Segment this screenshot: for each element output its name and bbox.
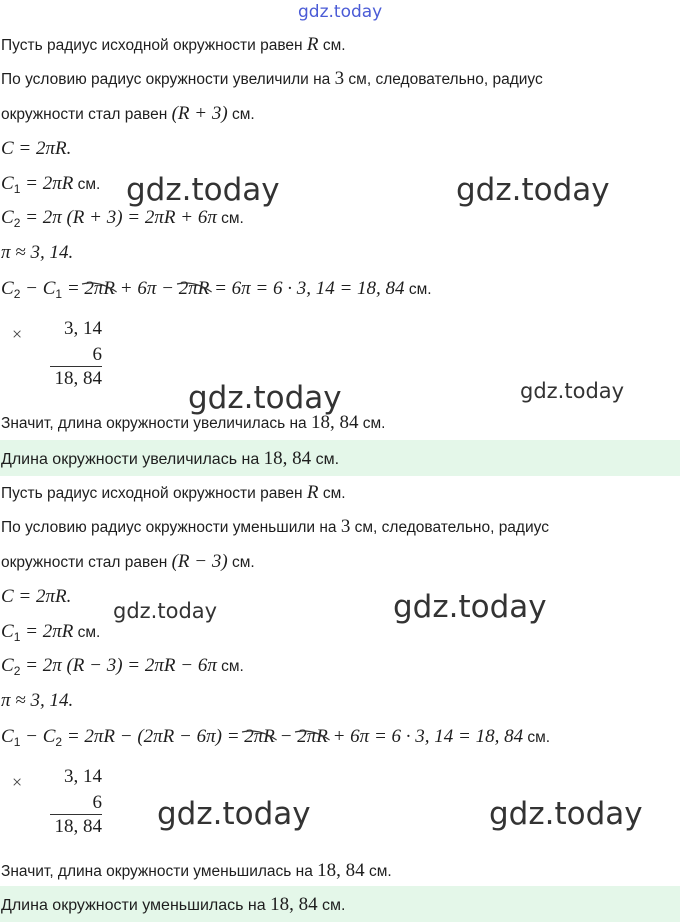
formula-line: $C_1 = 2\pi R$ см. xyxy=(1,621,101,644)
watermark: gdz.today xyxy=(489,796,643,832)
text-line: окружности стал равен (R − 3) см. xyxy=(1,551,255,572)
factor-b: 6 xyxy=(92,792,102,813)
struck-term: 2πR xyxy=(244,726,275,747)
watermark: gdz.today xyxy=(113,599,218,623)
watermark: gdz.today xyxy=(126,172,280,208)
watermark: gdz.today xyxy=(393,589,547,625)
watermark: gdz.today xyxy=(520,379,625,403)
text-line: По условию радиус окружности уменьшили на 3 см, следовательно, радиус xyxy=(1,516,549,537)
product: 18, 84 xyxy=(54,816,102,837)
formula-line: C = 2πR. xyxy=(1,586,72,607)
column-multiplication xyxy=(0,318,120,388)
formula-line: $C_2 = 2\pi$ (R + 3) = 2πR + 6π см. xyxy=(1,207,244,230)
text-line: окружности стал равен (R + 3) см. xyxy=(1,103,255,124)
formula-line: π ≈ 3, 14. xyxy=(1,242,74,263)
conclusion: Значит, длина окружности уменьшилась на 18, 84 см. xyxy=(1,860,392,881)
factor-b: 6 xyxy=(92,344,102,365)
times-sign: × xyxy=(12,772,23,792)
watermark: gdz.today xyxy=(188,380,342,416)
column-multiplication xyxy=(0,766,120,836)
conclusion: Значит, длина окружности увеличилась на 18, 84 см. xyxy=(1,412,386,433)
answer-text: Длина окружности увеличилась на 18, 84 см. xyxy=(1,448,340,469)
strike-mark xyxy=(295,728,330,744)
watermark-top: gdz.today xyxy=(298,2,383,22)
strike-mark xyxy=(242,728,277,744)
result-line xyxy=(50,366,102,367)
formula-line: $C_1 = 2\pi R$ см. xyxy=(1,173,101,196)
text-line: Пусть радиус исходной окружности равен R см. xyxy=(1,34,346,55)
strike-mark xyxy=(82,280,117,296)
struck-term: 2πR xyxy=(84,278,116,299)
factor-a: 3, 14 xyxy=(64,318,102,339)
struck-term: 2πR xyxy=(297,726,328,747)
formula-line: $C_2 - C_1 = 2\pi R$ + 6π − 2πR = 6π = 6 · 3, 14 = 18, 84 см. xyxy=(1,278,432,301)
times-sign: × xyxy=(12,324,23,344)
answer-text: Длина окружности уменьшилась на 18, 84 см. xyxy=(1,894,346,915)
text-line: Пусть радиус исходной окружности равен R см. xyxy=(1,482,346,503)
watermark: gdz.today xyxy=(157,796,311,832)
formula-line: $C_2 = 2\pi$ (R − 3) = 2πR − 6π см. xyxy=(1,655,244,678)
watermark: gdz.today xyxy=(456,172,610,208)
formula-line: C = 2πR. xyxy=(1,138,72,159)
answer-box xyxy=(0,886,680,922)
formula-line: $C_1 - C_2 = 2\pi R - (2\pi R - 6\pi) = 2\pi R$ − 2πR + 6π = 6 · 3, 14 = 18, 84 см. xyxy=(1,726,551,749)
answer-box xyxy=(0,440,680,476)
formula-line: π ≈ 3, 14. xyxy=(1,690,74,711)
factor-a: 3, 14 xyxy=(64,766,102,787)
result-line xyxy=(50,814,102,815)
product: 18, 84 xyxy=(54,368,102,389)
text-line: По условию радиус окружности увеличили на 3 см, следовательно, радиус xyxy=(1,68,543,89)
struck-term: 2πR xyxy=(178,278,210,299)
strike-mark xyxy=(177,280,212,296)
